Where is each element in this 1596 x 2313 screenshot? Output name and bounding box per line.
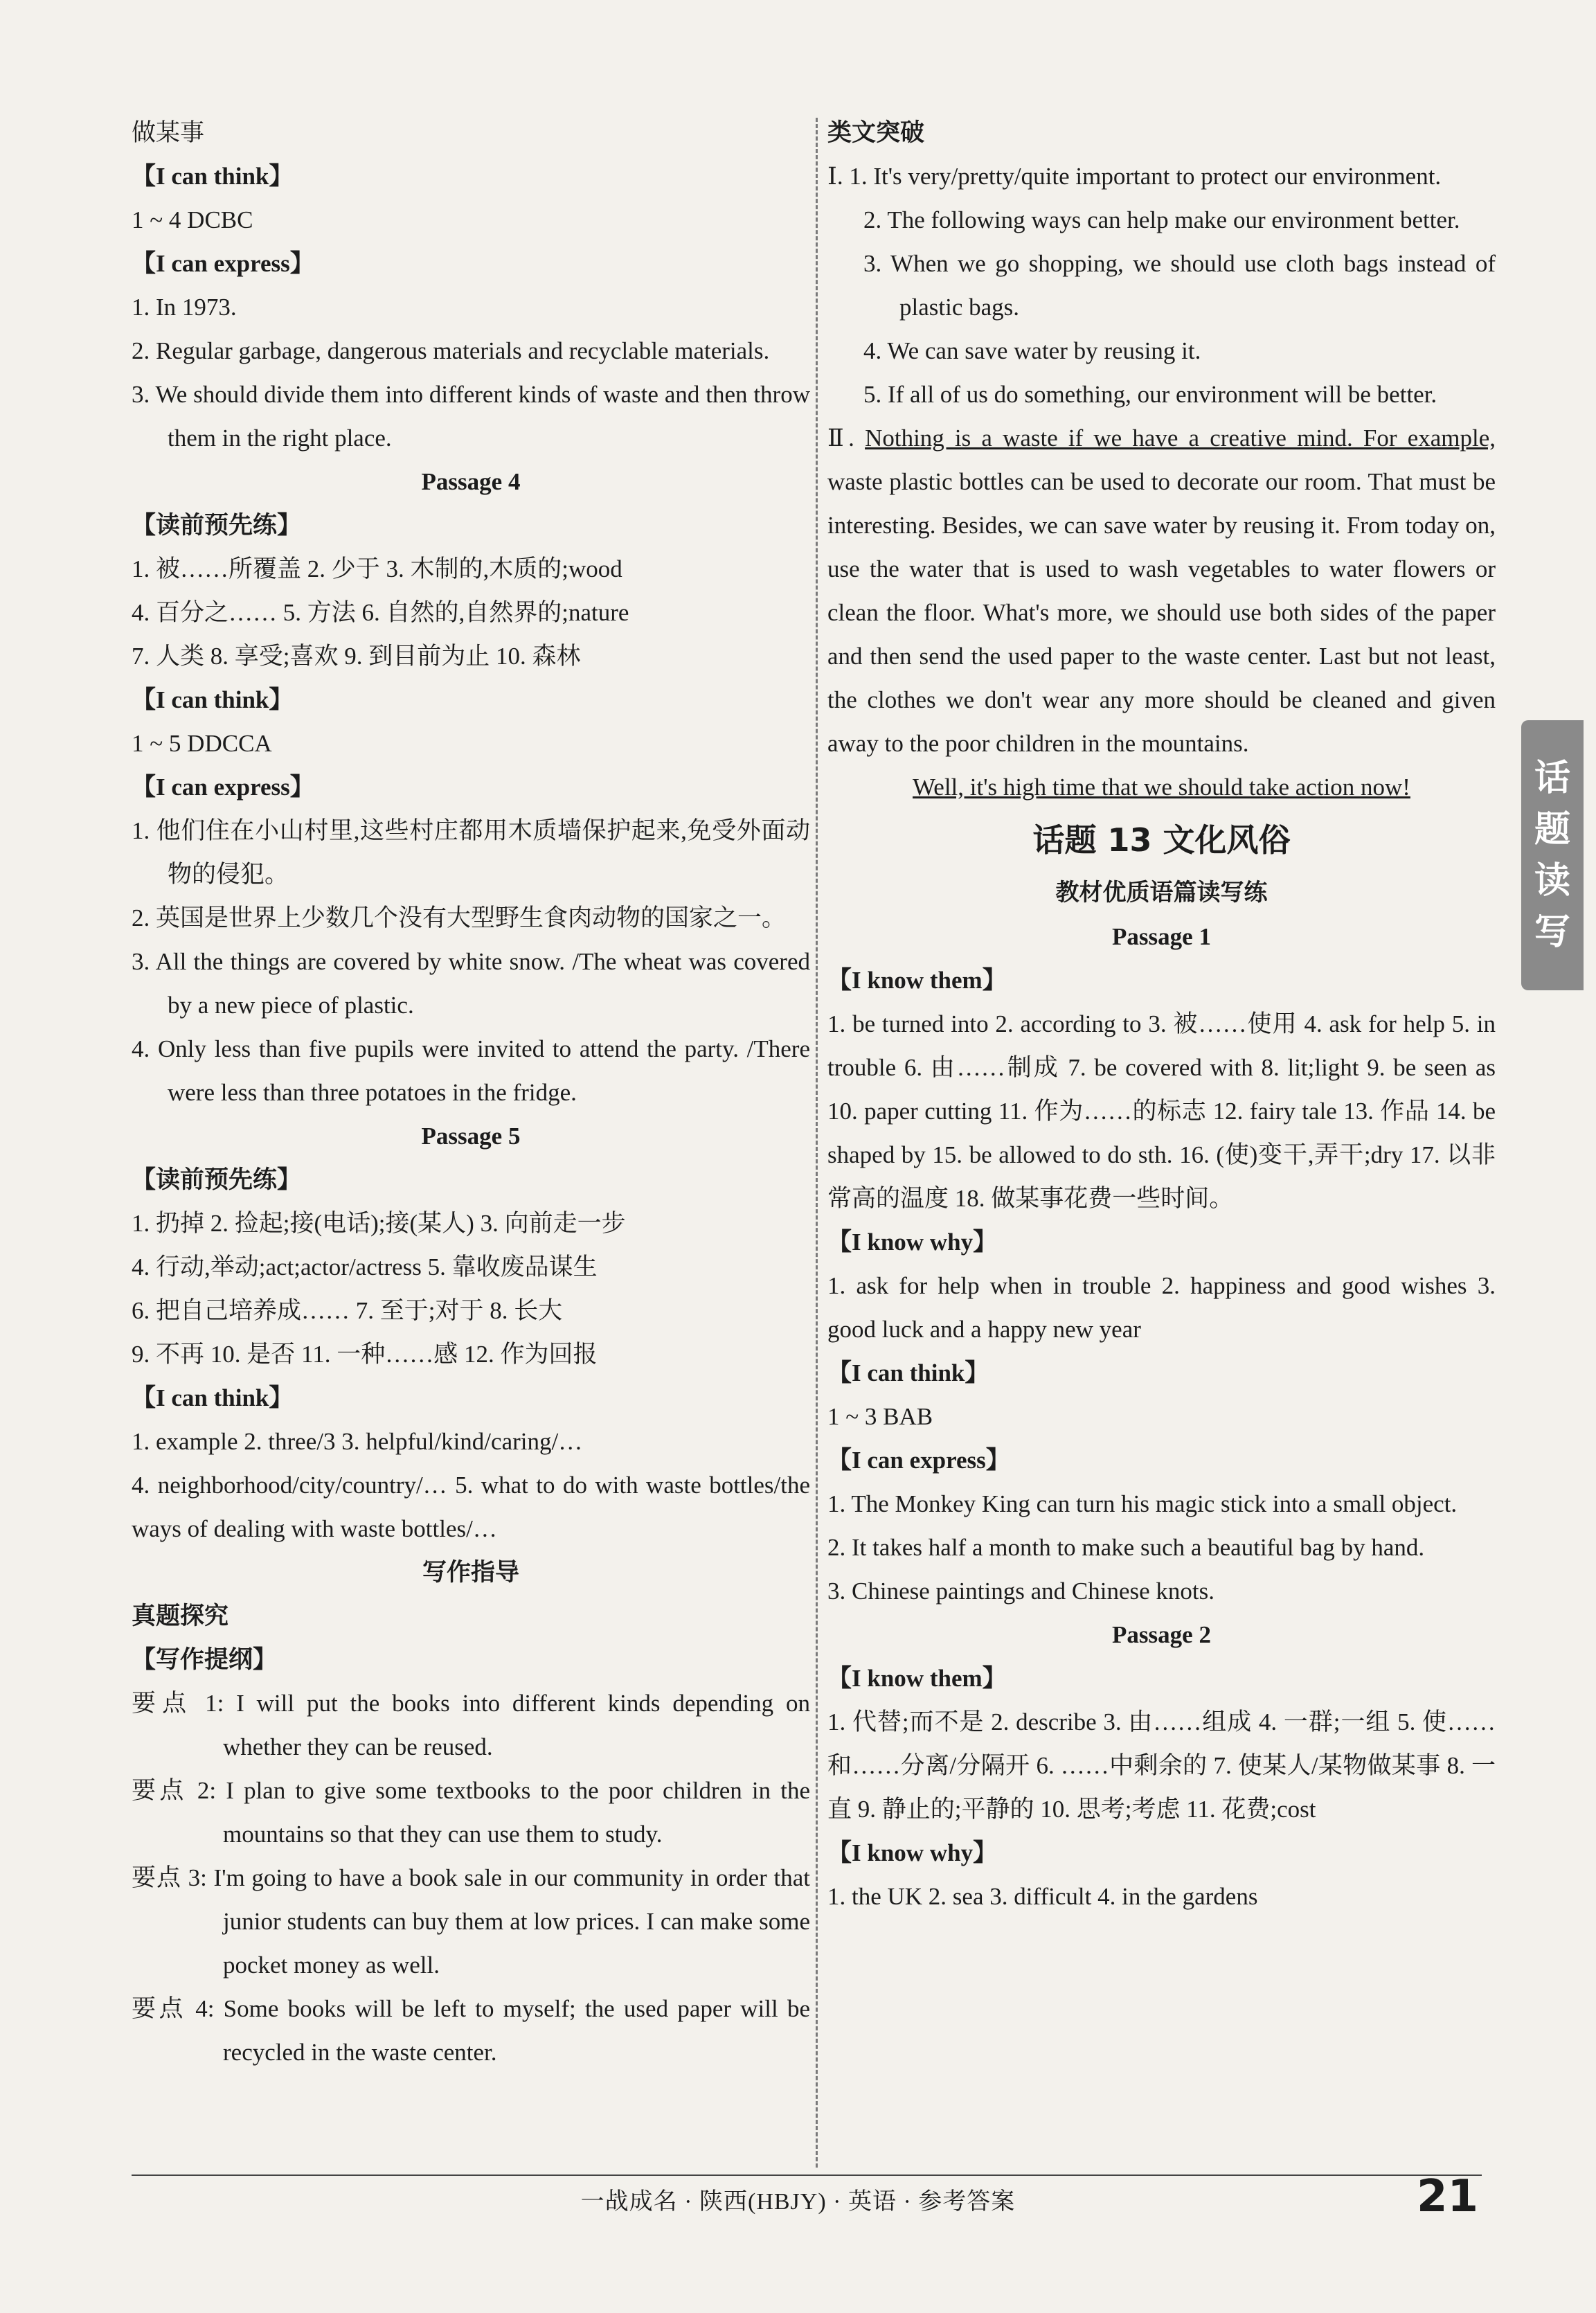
section-header: 【I know them】 (827, 967, 1007, 994)
section-header: 【I can express】 (132, 250, 314, 277)
column-divider (816, 118, 818, 2168)
section-header: 【I can think】 (827, 1359, 989, 1386)
side-tab-char: 题 (1534, 809, 1570, 850)
key-point: 要点 4: Some books will be left to myself; the used paper will be recycled in the waste center. (132, 1995, 810, 2066)
answer-line: 1 ~ 3 BAB (827, 1403, 933, 1430)
section-title: 真题探究 (132, 1602, 229, 1629)
section-title: 类文突破 (827, 119, 925, 146)
answer-block: 1. be turned into 2. according to 3. 被……使用 4. ask for help 5. in trouble 6. 由……制成 7. be covered with 8. lit;light 9. be seen as 10. paper cutting 11. 作为……的标志 12. fairy tale 13. 作品 14. be shaped by 15. be allowed to do sth. 16. (使)变干,弄干;dry 17. 以非常高的温度 18. 做某事花费一些时间。 (827, 1010, 1496, 1212)
essay-body: waste plastic bottles can be used to decorate our room. That must be interesting. Besides, we can save water by reusing it. From today on, use the water that is used to wash vegetables to water flowers or clean the floor. What's more, we should use both sides of the paper and then send the used paper to the waste center. Last but not least, the clothes we don't wear any more should be cleaned and given away to the poor children in the mountains. (827, 468, 1496, 757)
essay-paragraph (827, 416, 1496, 765)
answer-line: 4. neighborhood/city/country/… 5. what to do with waste bottles/the ways of dealing with waste bottles/… (132, 1472, 810, 1542)
passage-title: Passage 5 (421, 1123, 521, 1150)
page-footer: 一战成名 · 陕西(HBJY) · 英语 · 参考答案 (580, 2189, 1016, 2215)
answer-line: 6. 把自己培养成…… 7. 至于;对于 8. 长大 (132, 1297, 563, 1324)
essay-underlined-sentence: Nothing is a waste if we have a creative mind. For example, (865, 425, 1496, 452)
answer-line: 5. If all of us do something, our environment will be better. (863, 381, 1437, 408)
answer-line: Ⅰ. 1. It's very/pretty/quite important to protect our environment. (827, 163, 1442, 190)
answer-line: 3. All the things are covered by white snow. /The wheat was covered by a new piece of plastic. (132, 948, 810, 1019)
answer-line: 9. 不再 10. 是否 11. 一种……感 12. 作为回报 (132, 1341, 598, 1368)
key-point: 要点 1: I will put the books into different kinds depending on whether they can be reused. (132, 1690, 810, 1760)
answer-line: 1. 被……所覆盖 2. 少于 3. 木制的,木质的;wood (132, 555, 622, 582)
answer-line: 3. Chinese paintings and Chinese knots. (827, 1578, 1214, 1605)
topic-subtitle: 教材优质语篇读写练 (1055, 879, 1268, 907)
answer-line: 2. It takes half a month to make such a beautiful bag by hand. (827, 1534, 1425, 1561)
passage-title: Passage 4 (421, 468, 521, 495)
answer-line: 4. Only less than five pupils were invited to attend the party. /There were less than three potatoes in the fridge. (132, 1035, 810, 1106)
section-header: 【I can think】 (132, 163, 294, 190)
answer-line: 2. 英国是世界上少数几个没有大型野生食肉动物的国家之一。 (132, 904, 787, 931)
answer-line: 3. We should divide them into different kinds of waste and then throw them in the right place. (132, 381, 810, 452)
answer-line: 1. In 1973. (132, 294, 237, 321)
answer-line: 1. 扔掉 2. 捡起;接(电话);接(某人) 3. 向前走一步 (132, 1210, 626, 1237)
section-header: 【I can think】 (132, 686, 294, 713)
key-point: 要点 3: I'm going to have a book sale in our community in order that junior students can buy them at low prices. I can make some pocket money as well. (132, 1864, 810, 1979)
answer-line: 1. the UK 2. sea 3. difficult 4. in the gardens (827, 1883, 1258, 1910)
answer-block: 1. 代替;而不是 2. describe 3. 由……组成 4. 一群;一组 5. 使……和……分离/分隔开 6. ……中剩余的 7. 使某人/某物做某事 8. 一直 9. 静止的;平静的 10. 思考;考虑 11. 花费;cost (827, 1708, 1496, 1823)
topic-title: 话题 13 文化风俗 (1032, 821, 1291, 859)
passage-title: Passage 2 (1112, 1621, 1211, 1648)
section-header: 【I can express】 (132, 774, 314, 801)
section-header: 【I know why】 (827, 1229, 998, 1256)
answer-line: 1. 他们住在小山村里,这些村庄都用木质墙保护起来,免受外面动物的侵犯。 (132, 817, 810, 888)
answer-line: 7. 人类 8. 享受;喜欢 9. 到目前为止 10. 森林 (132, 643, 581, 670)
answer-line: 3. When we go shopping, we should use cloth bags instead of plastic bags. (863, 250, 1496, 321)
section-header: 【I know them】 (827, 1665, 1007, 1692)
section-header: 【I know why】 (827, 1839, 998, 1866)
answer-line: 1. The Monkey King can turn his magic stick into a small object. (827, 1490, 1458, 1517)
section-title: 写作指导 (422, 1559, 519, 1586)
topic-side-tab (1521, 720, 1584, 990)
essay-label: Ⅱ. (827, 425, 866, 452)
page-number: 21 (1416, 2171, 1478, 2222)
answer-line: 1. example 2. three/3 3. helpful/kind/caring/… (132, 1428, 583, 1455)
answer-line: 4. 百分之…… 5. 方法 6. 自然的,自然界的;nature (132, 599, 629, 626)
answer-block: 1. ask for help when in trouble 2. happiness and good wishes 3. good luck and a happy new year (827, 1272, 1496, 1343)
side-tab-char: 读 (1534, 860, 1570, 902)
side-tab-char: 写 (1534, 911, 1570, 953)
footer-rule (132, 2174, 1482, 2176)
section-header: 【写作提纲】 (132, 1646, 278, 1673)
section-header: 【I can express】 (827, 1447, 1010, 1474)
section-header: 【读前预先练】 (132, 512, 302, 539)
key-point: 要点 2: I plan to give some textbooks to the poor children in the mountains so that they can use them to study. (132, 1777, 810, 1848)
side-tab-char: 话 (1534, 758, 1570, 799)
text-line: 做某事 (132, 119, 205, 146)
essay-closing: Well, it's high time that we should take action now! (913, 774, 1410, 801)
answer-line: 4. We can save water by reusing it. (863, 337, 1201, 364)
section-header: 【I can think】 (132, 1384, 294, 1411)
answer-line: 4. 行动,举动;act;actor/actress 5. 靠收废品谋生 (132, 1253, 598, 1280)
answer-line: 1 ~ 4 DCBC (132, 206, 253, 233)
answer-line: 2. The following ways can help make our environment better. (863, 206, 1460, 233)
left-column (132, 111, 810, 2074)
answer-line: 1 ~ 5 DDCCA (132, 730, 272, 757)
section-header: 【读前预先练】 (132, 1166, 302, 1193)
passage-title: Passage 1 (1112, 923, 1211, 950)
answer-line: 2. Regular garbage, dangerous materials and recyclable materials. (132, 337, 770, 364)
right-column (827, 111, 1496, 1918)
